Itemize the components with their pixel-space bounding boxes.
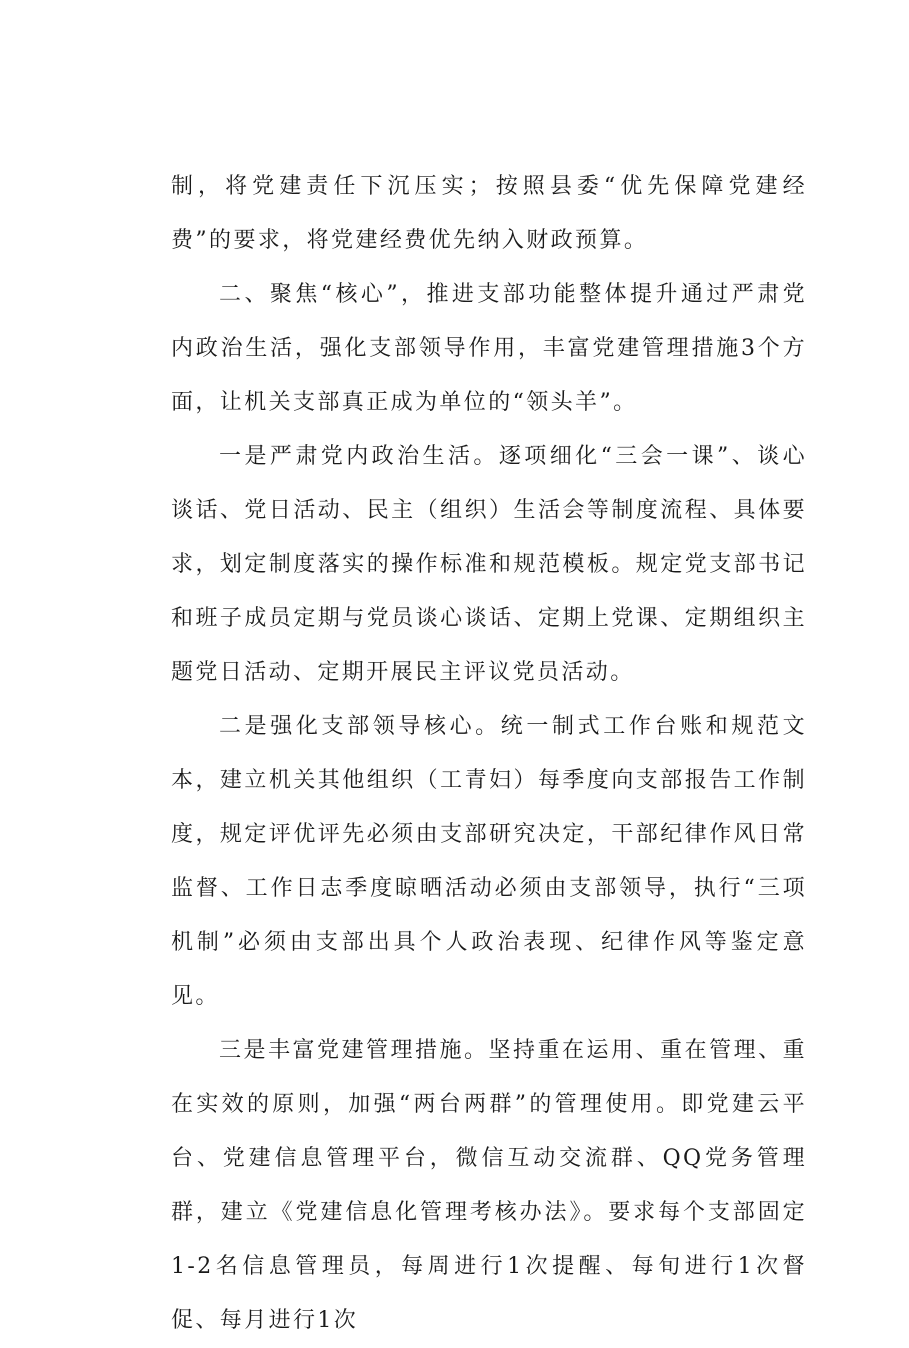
- document-body: [171, 160, 807, 1348]
- paragraph-item-one: 一是严肃党内政治生活。逐项细化“三会一课”、谈心谈话、党日活动、民主（组织）生活会等制度流程、具体要求，划定制度落实的操作标准和规范模板。规定党支部书记和班子成员定期与党员谈心谈话、定期上党课、定期组织主题党日活动、定期开展民主评议党员活动。: [171, 444, 807, 685]
- paragraph-item-three: 三是丰富党建管理措施。坚持重在运用、重在管理、重在实效的原则，加强“两台两群”的管理使用。即党建云平台、党建信息管理平台，微信互动交流群、QQ党务管理群，建立《党建信息化管理考核办法》。要求每个支部固定1-2名信息管理员，每周进行1次提醒、每旬进行1次督促、每月进行1次: [171, 1038, 807, 1333]
- paragraph-item-two: 二是强化支部领导核心。统一制式工作台账和规范文本，建立机关其他组织（工青妇）每季度向支部报告工作制度，规定评优评先必须由支部研究决定，干部纪律作风日常监督、工作日志季度晾晒活动必须由支部领导，执行“三项机制”必须由支部出具个人政治表现、纪律作风等鉴定意见。: [171, 714, 807, 1009]
- paragraph-continuation: 制，将党建责任下沉压实；按照县委“优先保障党建经费”的要求，将党建经费优先纳入财政预算。: [171, 174, 807, 253]
- paragraph-section-two: 二、聚焦“核心”，推进支部功能整体提升通过严肃党内政治生活，强化支部领导作用，丰富党建管理措施3个方面，让机关支部真正成为单位的“领头羊”。: [171, 282, 807, 415]
